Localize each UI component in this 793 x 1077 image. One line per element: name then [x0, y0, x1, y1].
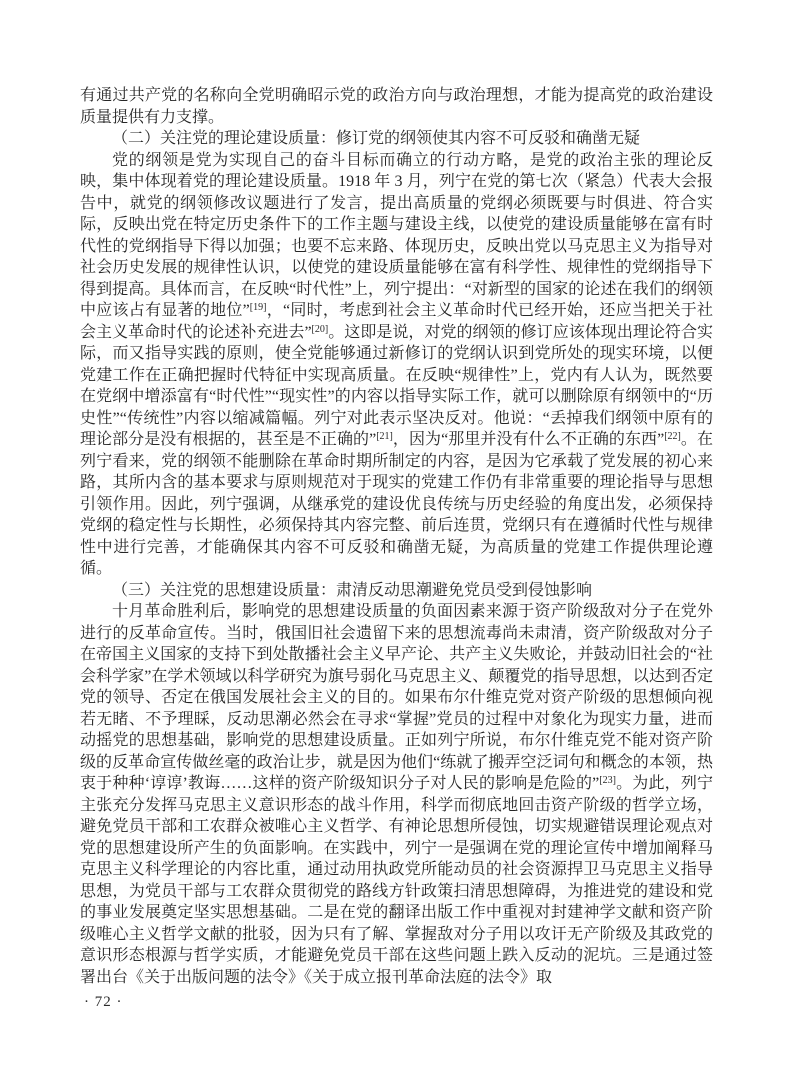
paragraph-theory-quality [80, 150, 713, 580]
text-run: 。为此，列宁主张充分发挥马克思主义意识形态的战斗作用，科学而彻底地回击资产阶级的哲学立场，避免党员干部和工农群众被唯心主义哲学、有神论思想所侵蚀，切实规避错误理论观点对党的思想建设所产生的负面影响。在实践中，列宁一是强调在党的理论宣传中增加阐释马克思主义科学理论的内容比重，通过动用执政党所能动员的社会资源捍卫马克思主义指导思想，为党员干部与工农群众贯彻党的路线方针政策扫清思想障碍，为推进党的建设和党的事业发展奠定坚实思想基础。二是在党的翻译出版工作中重视对封建神学文献和资产阶级唯心主义哲学文献的批驳，因为只有了解、掌握敌对分子用以攻讦无产阶级及其政党的意识形态根源与哲学实质，才能避免党员干部在这些问题上跌入反动的泥坑。三是通过签署出台《关于出版问题的法令》《关于成立报刊革命法庭的法令》取 [80, 775, 713, 986]
paragraph-continuation [80, 85, 713, 128]
footnote-ref: [23] [599, 775, 616, 786]
footnote-ref: [21] [376, 431, 393, 442]
page-number: · 72 · [84, 994, 123, 1010]
page-body-text [80, 85, 713, 988]
text-run: （二）关注党的理论建设质量：修订党的纲领使其内容不可反驳和确凿无疑 [112, 130, 641, 147]
text-run: 有通过共产党的名称向全党明确昭示党的政治方向与政治理想，才能为提高党的政治建设质量提供有力支撑。 [80, 87, 713, 126]
text-run: 十月革命胜利后，影响党的思想建设质量的负面因素来源于资产阶级敌对分子在党外进行的反革命宣传。当时，俄国旧社会遗留下来的思想流毒尚未肃清，资产阶级敌对分子在帝国主义国家的支持下到处散播社会主义早产论、共产主义失败论，并鼓动旧社会的“社会科学家”在学术领域以科学研究为旗号弱化马克思主义、颠覆党的指导思想，以达到否定党的领导、否定在俄国发展社会主义的目的。如果布尔什维克党对资产阶级的思想倾向视若无睹、不予理睬，反动思潮必然会在寻求“掌握”党员的过程中对象化为现实力量，进而动摇党的思想基础，影响党的思想建设质量。正如列宁所说，布尔什维克党不能对资产阶级的反革命宣传做丝毫的政治让步，就是因为他们“练就了搬弄空泛词句和概念的本领，热衷于种种‘谆谆’教诲……这样的资产阶级知识分子对人民的影响是危险的” [80, 603, 713, 792]
text-run: （三）关注党的思想建设质量：肃清反动思潮避免党员受到侵蚀影响 [112, 581, 593, 599]
text-run: ，因为“那里并没有什么不正确的东西” [392, 431, 665, 448]
text-run: 党的纲领是党为实现自己的奋斗目标而确立的行动方略，是党的政治主张的理论反映，集中体现着党的理论建设质量。1918 年 3 月，列宁在党的第七次（紧急）代表大会报告中，就党的纲领修改议题进行了发言，提出高质量的党纲必须既要与时俱进、符合实际，反映出党在特定历史条件下的工作主题与建设主线，以使党的建设质量能够在富有时代性的党纲指导下得以加强；也要不忘来路、体现历史，反映出党以马克思主义为指导对社会历史发展的规律性认识，以使党的建设质量能够在富有科学性、规律性的党纲指导下得到提高。具体而言，在反映“时代性”上，列宁提出：“对新型的国家的论述在我们的纲领中应该占有显著的地位” [80, 151, 713, 319]
text-run: ，“同时，考虑到社会主义革命时代已经开始，还应当把关于社会主义革命时代的论述补充进去” [80, 302, 713, 341]
section-heading-iii [80, 580, 713, 602]
footnote-ref: [20] [311, 323, 329, 335]
text-run: 。这即是说，对党的纲领的修订应该体现出理论符合实际，而又指导实践的原则，使全党能够通过新修订的党纲认识到党所处的现实环境，以便党建工作在正确把握时代特征中实现高质量。在反映“规律性”上，党内有人认为，既然要在党纲中增添富有“时代性”“现实性”的内容以指导实际工作，就可以删除原有纲领中的“历史性”“传统性”内容以缩减篇幅。列宁对此表示坚决反对。他说：“丢掉我们纲领中原有的理论部分是没有根据的，甚至是不正确的” [80, 323, 713, 448]
footnote-ref: [19] [249, 302, 267, 313]
footnote-ref: [22] [664, 431, 681, 442]
paragraph-ideology-quality [80, 601, 713, 988]
section-heading-ii [80, 128, 713, 150]
text-run: 。在列宁看来，党的纲领不能删除在革命时期所制定的内容，是因为它承载了党发展的初心来路，其所内含的基本要求与原则规范对于现实的党建工作仍有非常重要的理论指导与思想引领作用。因此，列宁强调，从继承党的建设优良传统与历史经验的角度出发，必须保持党纲的稳定性与长期性，必须保持其内容完整、前后连贯，党纲只有在遵循时代性与规律性中进行完善，才能确保其内容不可反驳和确凿无疑，为高质量的党建工作提供理论遵循。 [80, 431, 713, 577]
